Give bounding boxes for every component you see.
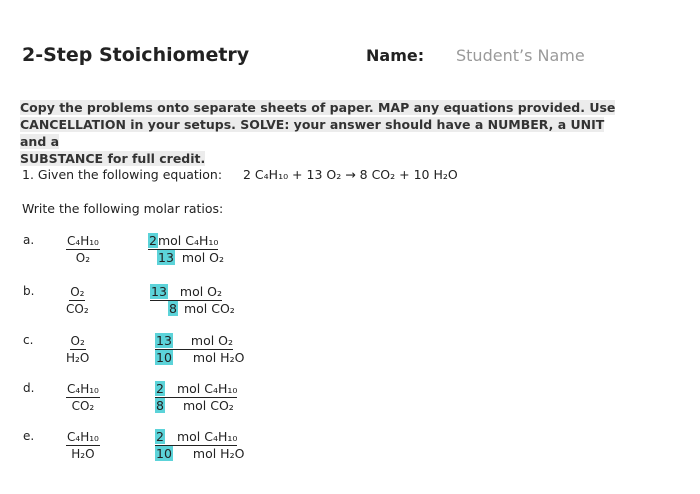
instructions	[20, 99, 632, 167]
ratio-answer	[155, 381, 237, 414]
ratio-letter: b.	[23, 284, 35, 298]
student-name-field[interactable]: Student’s Name	[456, 46, 585, 65]
ratio-fraction	[66, 333, 89, 366]
ratio-answer	[148, 233, 224, 266]
instructions-line-2: CANCELLATION in your setups. SOLVE: your answer should have a NUMBER, a UNIT and a	[20, 117, 605, 149]
answer-top-coefficient: 2	[156, 381, 164, 396]
answer-bottom-coefficient: 10	[156, 446, 172, 461]
ratio-answer	[155, 429, 244, 462]
fraction-denominator: O₂	[75, 251, 91, 265]
fraction-numerator: O₂	[70, 285, 85, 299]
ratio-answer	[155, 333, 244, 366]
ratio-answer	[150, 284, 235, 317]
fraction-denominator: H₂O	[66, 351, 90, 365]
ratio-fraction	[66, 429, 100, 462]
ratio-row-d	[0, 381, 700, 425]
answer-top-unit: mol O₂	[190, 333, 234, 348]
answer-bottom-coefficient: 8	[169, 301, 177, 316]
ratio-fraction	[66, 381, 100, 414]
answer-bottom-coefficient: 8	[156, 398, 164, 413]
molar-ratio-prompt: Write the following molar ratios:	[22, 201, 224, 216]
fraction-numerator: O₂	[70, 334, 85, 348]
page-title: 2-Step Stoichiometry	[22, 44, 250, 66]
answer-top-unit: mol O₂	[179, 284, 223, 299]
fraction-denominator: CO₂	[71, 399, 95, 413]
answer-top-coefficient: 13	[156, 333, 172, 348]
fraction-denominator: CO₂	[66, 302, 89, 316]
ratio-letter: e.	[23, 429, 35, 443]
ratio-row-e	[0, 429, 700, 473]
ratio-letter: d.	[23, 381, 35, 395]
ratio-fraction	[66, 284, 89, 317]
answer-bottom-unit: mol H₂O	[192, 446, 245, 461]
answer-bottom-unit: mol H₂O	[192, 350, 245, 365]
fraction-numerator: C₄H₁₀	[67, 234, 99, 248]
name-label: Name:	[366, 46, 425, 65]
answer-top-coefficient: 13	[151, 284, 167, 299]
ratio-letter: c.	[23, 333, 34, 347]
answer-top-coefficient: 2	[149, 233, 157, 248]
fraction-denominator: H₂O	[71, 447, 95, 461]
answer-bottom-coefficient: 13	[158, 250, 174, 265]
fraction-numerator: C₄H₁₀	[67, 430, 99, 444]
fraction-numerator: C₄H₁₀	[67, 382, 99, 396]
answer-top-coefficient: 2	[156, 429, 164, 444]
answer-top-unit: mol C₄H₁₀	[157, 233, 219, 248]
answer-bottom-unit: mol CO₂	[183, 301, 235, 316]
answer-bottom-coefficient: 10	[156, 350, 172, 365]
answer-bottom-unit: mol O₂	[181, 250, 225, 265]
answer-top-unit: mol C₄H₁₀	[176, 429, 238, 444]
answer-top-unit: mol C₄H₁₀	[176, 381, 238, 396]
answer-bottom-unit: mol CO₂	[182, 398, 234, 413]
ratio-row-b	[0, 284, 700, 328]
ratio-row-a	[0, 233, 700, 277]
ratio-row-c	[0, 333, 700, 377]
instructions-line-3: SUBSTANCE for full credit.	[20, 151, 206, 166]
ratio-fraction	[66, 233, 100, 266]
chemical-equation: 2 C₄H₁₀ + 13 O₂ → 8 CO₂ + 10 H₂O	[243, 167, 458, 182]
instructions-line-1: Copy the problems onto separate sheets of paper. MAP any equations provided. Use	[20, 100, 616, 115]
ratio-letter: a.	[23, 233, 35, 247]
question-1-prompt: 1. Given the following equation:	[22, 167, 223, 182]
